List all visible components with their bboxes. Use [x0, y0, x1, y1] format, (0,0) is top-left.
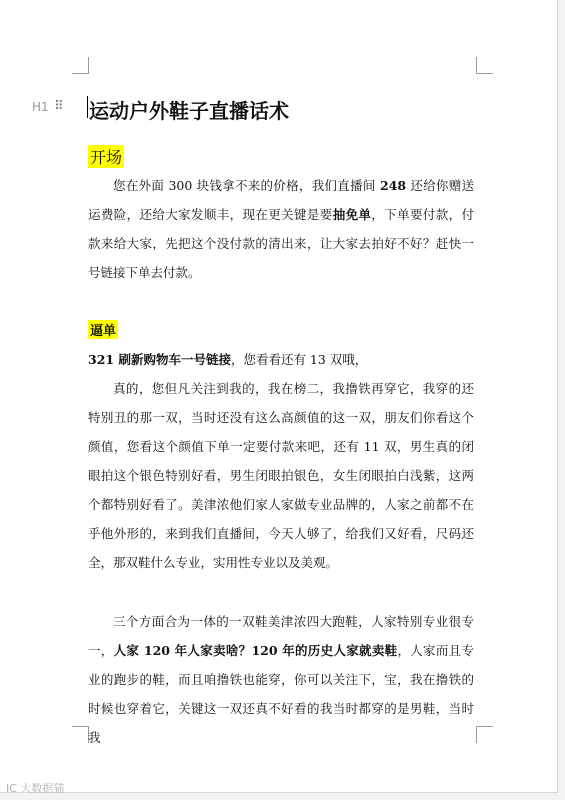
text-run: 您在外面 300 块钱拿不来的价格，我们直播间 — [113, 178, 380, 193]
price-text: 248 — [379, 178, 407, 193]
text-run: ，下单要付款，付款来给大家，先把这个没付款的清出来，让大家去拍好不好？赶快一号链接下单去付款。 — [88, 207, 474, 280]
drag-handle-icon[interactable]: ⠿ — [54, 99, 63, 114]
paragraph-body[interactable]: 真的，您但凡关注到我的，我在榜二，我撸铁再穿它，我穿的还特别丑的那一双，当时还没有这么高颜值的这一双，朋友们你看这个颜值，您看这个颜值下单一定要付款来吧，还有 11 双，男生真的闭眼拍这个银色特别好看，男生闭眼拍银色，女生闭眼拍白浅紫，这两个都特别好看了。美津浓他们家人家做专业品牌的，人家之前都不在乎他外形的，来到我们直播间，今天人够了，给我们又好看，尺码还全，那双鞋什么专业，实用性专业以及美观。 — [88, 381, 474, 570]
refresh-link-text: 321 刷新购物车一号链接 — [88, 352, 231, 367]
paragraph-refresh[interactable] — [88, 345, 474, 374]
document-title[interactable]: 运动户外鞋子直播话术 — [89, 99, 289, 123]
paragraph-three-aspects[interactable] — [88, 607, 474, 752]
history-text: 人家 120 年人家卖啥？120 年的历史人家就卖鞋 — [113, 643, 398, 658]
margin-corner-top-left — [72, 57, 89, 74]
section-heading-push[interactable]: 逼单 — [88, 320, 118, 339]
section-heading-opening[interactable]: 开场 — [88, 145, 124, 168]
margin-corner-top-right — [476, 57, 493, 74]
paragraph-opening[interactable] — [88, 171, 474, 287]
heading-level-icon[interactable]: H1 — [32, 100, 49, 114]
text-run: ，您看看还有 13 双哦， — [230, 352, 368, 367]
watermark-logo: IC 大数据猫 — [6, 782, 65, 795]
text-run: 三个方面合为一体的一双鞋美津浓四大跑鞋，人家特别专业很专一， — [88, 614, 474, 658]
text-run: 还给你赠送运费险，还给大家发顺丰，现在更关键是要 — [88, 178, 474, 222]
text-cursor — [87, 96, 88, 118]
text-run: ，人家而且专业的跑步的鞋，而且咱撸铁也能穿，你可以关注下，宝，我在撸铁的时候也穿着它，关键这一双还真不好看的我当时都穿的是男鞋，当时我 — [88, 643, 474, 745]
margin-corner-bottom-left — [72, 726, 89, 743]
free-order-text: 抽免单 — [332, 207, 372, 222]
margin-corner-bottom-right — [476, 726, 493, 743]
